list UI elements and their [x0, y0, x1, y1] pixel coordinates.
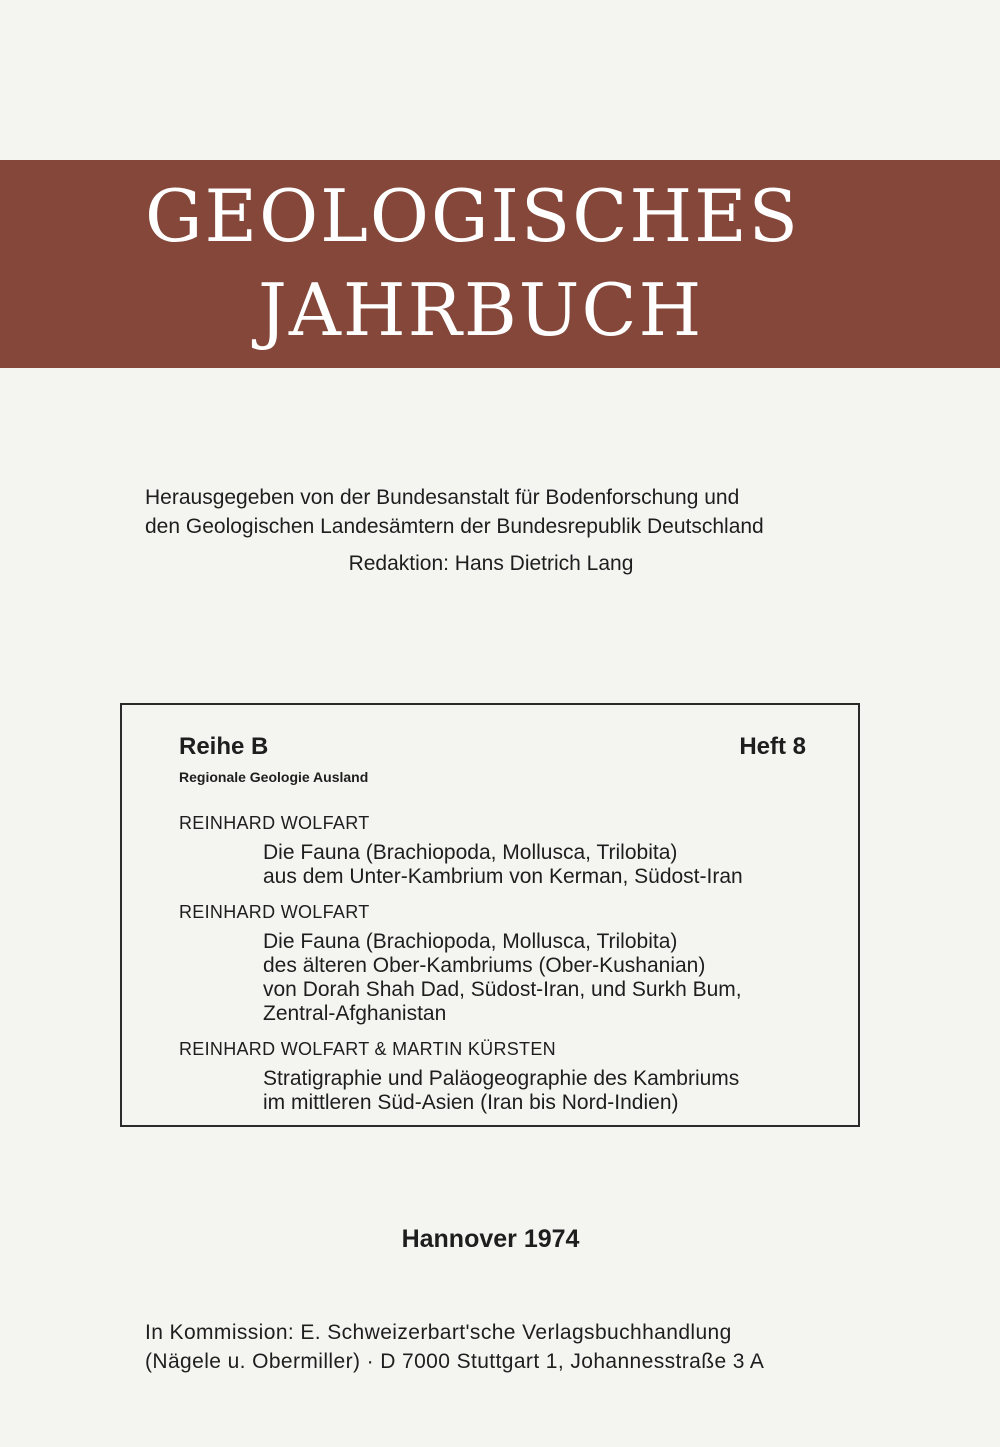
publisher-line-2: den Geologischen Landesämtern der Bundesrepublik Deutschland [145, 515, 764, 538]
place-year [0, 1223, 1000, 1255]
commission-imprint [145, 1318, 865, 1376]
article-2-title-line: Die Fauna (Brachiopoda, Mollusca, Trilobita) [263, 930, 678, 953]
series-name: Reihe B [179, 733, 269, 760]
issue-number: Heft 8 [739, 733, 806, 760]
article-1-title [263, 841, 743, 889]
place-year-text: Hannover 1974 [401, 1225, 580, 1253]
article-1-author: REINHARD WOLFART [179, 813, 370, 833]
article-1-title-line: aus dem Unter-Kambrium von Kerman, Südost-Iran [263, 865, 743, 888]
journal-title-line-2: JAHRBUCH [258, 268, 704, 352]
article-2-title-line: des älteren Ober-Kambriums (Ober-Kushanian) [263, 954, 706, 977]
series-subtitle: Regionale Geologie Ausland [179, 769, 369, 785]
article-2-title [263, 930, 742, 1026]
article-3-title-line: Stratigraphie und Paläogeographie des Kambriums [263, 1067, 740, 1090]
article-3-title-line: im mittleren Süd-Asien (Iran bis Nord-Indien) [263, 1091, 679, 1114]
publisher-line-1: Herausgegeben von der Bundesanstalt für Bodenforschung und [145, 486, 740, 509]
commission-line-1: In Kommission: E. Schweizerbart'sche Verlagsbuchhandlung [145, 1321, 732, 1344]
editor-text: Redaktion: Hans Dietrich Lang [348, 552, 634, 575]
journal-title-line-1: GEOLOGISCHES [145, 174, 800, 258]
article-2-author: REINHARD WOLFART [179, 902, 370, 922]
article-3-author: REINHARD WOLFART & MARTIN KÜRSTEN [179, 1039, 556, 1059]
article-2-title-line: Zentral-Afghanistan [263, 1002, 447, 1025]
article-2-title-line: von Dorah Shah Dad, Südost-Iran, und Surkh Bum, [263, 978, 742, 1001]
article-1-title-line: Die Fauna (Brachiopoda, Mollusca, Trilobita) [263, 841, 678, 864]
publisher-statement [145, 483, 845, 541]
commission-line-2: (Nägele u. Obermiller) · D 7000 Stuttgart 1, Johannesstraße 3 A [145, 1350, 765, 1373]
series-box [120, 703, 860, 1127]
editor-line [0, 549, 1000, 578]
article-3-title [263, 1067, 739, 1115]
